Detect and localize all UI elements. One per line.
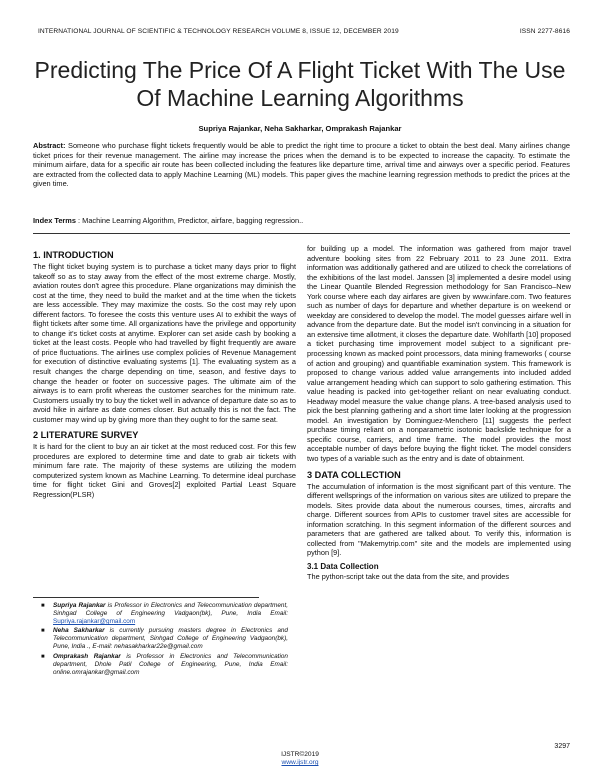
footnote-item	[41, 652, 288, 677]
journal-name: INTERNATIONAL JOURNAL OF SCIENTIFIC & TECHNOLOGY RESEARCH VOLUME 8, ISSUE 12, DECEMBER 2019	[38, 28, 399, 35]
index-terms-text: : Machine Learning Algorithm, Predictor, airfare, bagging regression..	[76, 216, 304, 225]
abstract	[33, 141, 570, 189]
literature-heading: 2 LITERATURE SURVEY	[33, 430, 139, 441]
issn: ISSN 2277-8616	[519, 28, 570, 35]
index-terms-label: Index Terms	[33, 216, 76, 225]
page-number: 3297	[554, 743, 570, 750]
subsection-text: The python-script take out the data from the site, and provides	[307, 571, 510, 581]
footnote-author: Supriya Rajankar	[53, 602, 106, 609]
footer-site-link[interactable]: www.ijstr.org	[281, 759, 319, 766]
email-link[interactable]: Supriya.rajankar@gmail.com	[53, 618, 136, 626]
paper-title: Predicting The Price Of A Flight Ticket With The Use Of Machine Learning Algorithms	[34, 57, 566, 111]
literature-text-left: It is hard for the client to buy an air ticket at the most reduced cost. For this few procedures are explored to determine time and date to grab air tickets with minimum fare rate. The majority of these systems are utilizing the modern computerized system known as Machine Learning. To determine ideal purchase time for flight ticket Gini and Groves[2] exploited Partial Least Square Regression(PLSR)	[33, 442, 296, 500]
bullet-icon: ■	[41, 628, 45, 635]
index-terms	[33, 216, 570, 226]
footnote-item	[41, 627, 288, 651]
footnote-author: Neha Sakharkar	[53, 627, 105, 635]
footnote-text: is Professor in Electronics and Telecommunication department, Dhole Patil College of Engineering, Pune, India Email: online.omrajankar@gmail.com	[53, 652, 288, 676]
right-column	[307, 244, 571, 582]
subsection-heading: 3.1 Data Collection	[307, 561, 379, 571]
intro-text: The flight ticket buying system is to purchase a ticket many days prior to flight takeoff so as to stay away from the effect of the most extreme charge. Mostly, aviation routes don't agree this procedure. Plane organizations may diminish the cost at the time, they need to build the market and at the time when the tickets are less accessible. They may maximize the costs. So the cost may rely upon different factors. To foresee the costs this venture uses AI to exhibit the ways of flight tickets after some time. All organizations have the privilege and opportunity to change it's ticket costs at anytime. Explorer can set aside cash by booking a ticket at the least costs. People who had travelled by flight frequently are aware of price fluctuations. The airlines use complex policies of Revenue Management for execution of distinctive evaluating systems [1]. The evaluating system as a result changes the charge depending on time, season, and festive days to change the header or footer on successive pages. The ultimate aim of the airways is to earn profit whereas the customer searches for the minimum rate. Customers usually try to buy the ticket well in advance of departure date so as to avoid hike in airfare as date comes closer. But actually this is not the fact. The customer may wind up by giving more than they ought to for the same seat.	[33, 262, 296, 424]
data-collection-heading: 3 DATA COLLECTION	[307, 469, 401, 480]
footnote-author: Omprakash Rajankar	[53, 652, 121, 660]
bullet-icon: ■	[41, 653, 45, 660]
footnote-item	[41, 602, 288, 626]
literature-text-right: for building up a model. The information was gathered from major travel adventure booking sites from 22 February 2011 to 23 June 2011. Extra information was additionally gathered and are utilized to check the correlations of the exhibitions of the last model. Janssen [3] implemented a desire model using the Linear Quantile Blended Regression methodology for San Francisco–New York course where each day airfares are given by www.infare.com. Two features such as number of days for departure and whether departure is on weekend or weekday are considered to develop the model. The model guesses airfare well in advance from the departure date. But the model isn't convincing in a situation for an extensive time allotment, it closes the departure date. Wohlfarth [10] proposed a ticket purchasing time improvement model subject to a significant pre-processing known as macked point processors, data mining frameworks ( course of action and grouping) and quantifiable examination system. This framework is proposed to change various added value arrangements into included added value arrangement heading which can support to solo gathering estimation. This value heading is packed into get-together reliant on near evaluating conduct. Headway model measure the value change plans. A tree-based analysis used to pick the best planning gathering and a short time later looking at the progression model. An investigation by Dominguez-Menchero [11] suggests the perfect purchase timing reliant on a nonparametric isotonic backslide technique for a specific course, carriers, and time frame. The model provides the most acceptable number of days before buying the flight ticket. The model considers two types of a variable such as the entry and is date of obtainment.	[307, 244, 571, 464]
page-footer	[0, 751, 600, 767]
footnote-divider	[33, 597, 259, 598]
left-column	[33, 250, 296, 500]
divider	[33, 233, 570, 234]
footnote-text: is currently pursuing masters degree in Electronics and Telecommunication department, Sinhgad College of Engineering Vadgaon(bk), Pune, India ., E-mail: nehasakharkar22e@gmail.com	[53, 627, 288, 651]
bullet-icon: ■	[41, 603, 45, 609]
abstract-text: Someone who purchase flight tickets frequently would be able to predict the right time to procure a ticket to obtain the best deal. Many airlines change ticket prices for their revenue management. The airline may increase the prices when the demand is to be expected to increase the capacity. To estimate the minimum airfare, data for a specific air route has been collected including the features like departure time, arrival time and airways over a specific period. Features are extracted from the collected data to apply Machine Learning (ML) models. This paper gives the machine learning regression methods to predict the prices at the given time.	[33, 141, 570, 188]
data-collection-text: The accumulation of information is the most significant part of this venture. The different wellsprings of the information on various sites are utilized to prepare the models. Sites provide data about the numerous courses, times, aircrafts and charge. Different sources from APIs to customer travel sites are accessible for information scratching. In this segment information of the different sources and parameters that are gathered are talked about. To verify this, information is collected from "Makemytrip.com" site and the models are implemented using python [9].	[307, 481, 571, 558]
running-header	[38, 28, 570, 35]
footnote-text: is Professor in Electronics and Telecommunication department, Sinhgad College of Engineering Vadgaon(bk), Pune, India Email:	[53, 602, 288, 618]
footer-copyright: IJSTR©2019	[281, 751, 319, 758]
abstract-label: Abstract:	[33, 141, 66, 150]
author-footnotes	[33, 602, 288, 678]
author-list: Supriya Rajankar, Neha Sakharkar, Omprakash Rajankar	[198, 124, 402, 133]
intro-heading: 1. INTRODUCTION	[33, 250, 114, 260]
